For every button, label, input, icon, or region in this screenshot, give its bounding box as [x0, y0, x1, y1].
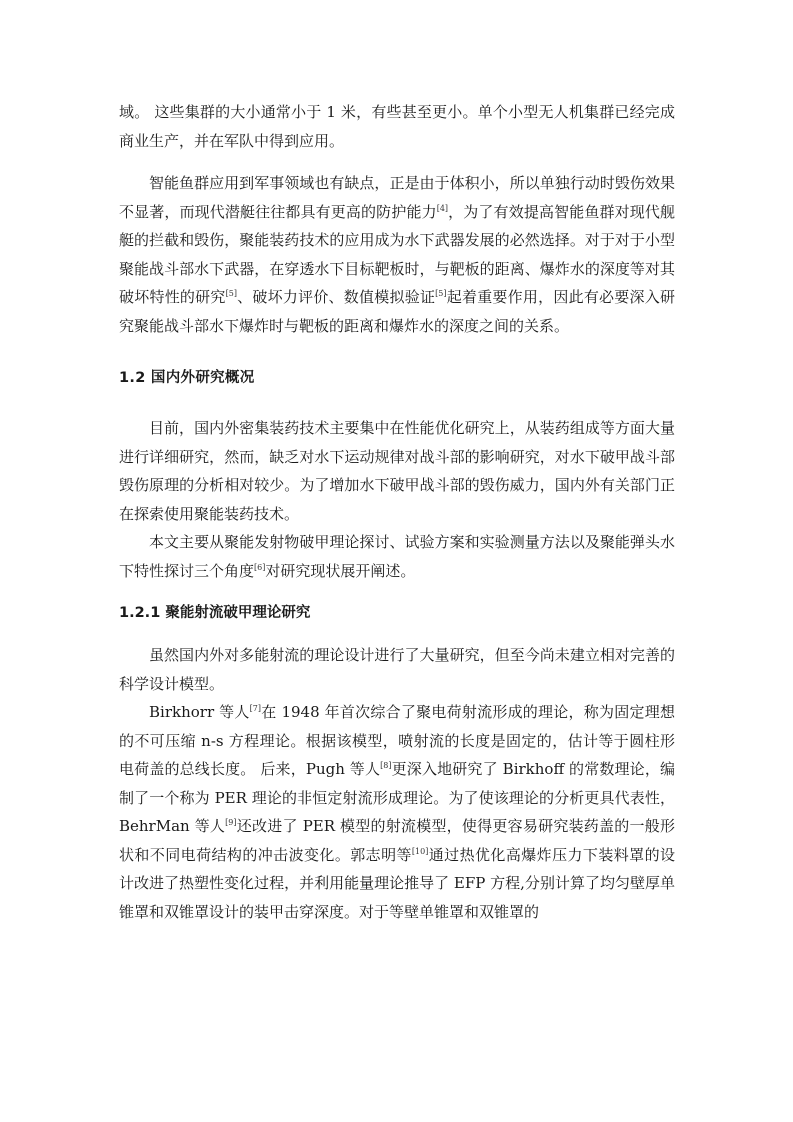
paragraph-jet-theory-history [119, 698, 675, 926]
citation-ref: [8] [380, 761, 392, 770]
citation-ref: [5] [225, 289, 237, 298]
paragraph-text: 域。 这些集群的大小通常小于 1 米，有些甚至更小。单个小型无人机集群已经完成商业生产，并在军队中得到应用。 [119, 103, 675, 150]
paragraph-text: 通过热优化高爆炸压力下装料罩的设计改进了热塑性变化过程，并利用能量理论推导了 EFP 方程,分别计算了均匀壁厚单锥罩和双锥罩设计的装甲击穿深度。对于等壁单锥罩和双锥罩的 [119, 845, 675, 921]
paragraph-text: 智能鱼群应用到军事领域也有缺点，正是由于体积小，所以单独行动时毁伤效果不显著，而现代潜艇往往都具有更高的防护能力 [119, 174, 675, 221]
paragraph-text: Birkhorr 等人 [149, 703, 250, 721]
citation-ref: [10] [411, 846, 429, 856]
paragraph-text: 、破坏力评价、数值模拟验证 [236, 288, 436, 306]
paragraph-fish-swarm [119, 169, 675, 340]
paragraph-jet-theory-intro [119, 641, 675, 698]
paragraph-text: 还改进了 PER 模型的射流模型，使得更容易研究装药盖的一般形状和不同电荷结构的冲击波变化。郭志明等 [119, 817, 675, 864]
citation-ref: [6] [254, 562, 266, 572]
paragraph-drone-swarms [119, 98, 675, 155]
paragraph-text: 目前，国内外密集装药技术主要集中在性能优化研究上，从装药组成等方面大量进行详细研究，然而，缺乏对水下运动规律对战斗部的影响研究，对水下破甲战斗部毁伤原理的分析相对较少。为了增加水下破甲战斗部的毁伤威力，国内外有关部门正在探索使用聚能装药技术。 [119, 419, 675, 523]
paragraph-research-status [119, 414, 675, 528]
document-page [119, 98, 675, 926]
paragraph-text: 虽然国内外对多能射流的理论设计进行了大量研究，但至今尚未建立相对完善的科学设计模型。 [119, 646, 675, 693]
section-heading-1-2: 1.2 国内外研究概况 [119, 370, 255, 386]
paragraph-text: ，为了有效提高智能鱼群对现代舰艇的拦截和毁伤，聚能装药技术的应用成为水下武器发展的必然选择。对于对于小型聚能战斗部水下武器，在穿透水下目标靶板时，与靶板的距离、爆炸水的深度等对其破坏特性的研究 [119, 202, 675, 306]
citation-ref: [5] [435, 289, 447, 298]
paragraph-text: 在 1948 年首次综合了聚电荷射流形成的理论，称为固定理想的不可压缩 n-s 方程理论。根据该模型，喷射流的长度是固定的，估计等于圆柱形电荷盖的总线长度。 后来，Pugh 等人 [119, 703, 675, 778]
citation-ref: [9] [225, 818, 237, 827]
paragraph-text: 对研究现状展开阐述。 [265, 561, 416, 580]
citation-ref: [4] [436, 203, 449, 213]
citation-ref: [7] [249, 704, 261, 713]
section-heading-1-2-1: 1.2.1 聚能射流破甲理论研究 [119, 605, 311, 621]
paragraph-paper-scope [119, 528, 675, 585]
paragraph-text: 起着重要作用，因此有必要深入研究聚能战斗部水下爆炸时与靶板的距离和爆炸水的深度之间的关系。 [119, 288, 675, 335]
paragraph-text: 更深入地研究了 Birkhoff 的常数理论，编制了一个称为 PER 理论的非恒定射流形成理论。为了使该理论的分析更具代表性，BehrMan 等人 [119, 760, 675, 835]
paragraph-text: 本文主要从聚能发射物破甲理论探讨、试验方案和实验测量方法以及聚能弹头水下特性探讨三个角度 [119, 533, 675, 580]
